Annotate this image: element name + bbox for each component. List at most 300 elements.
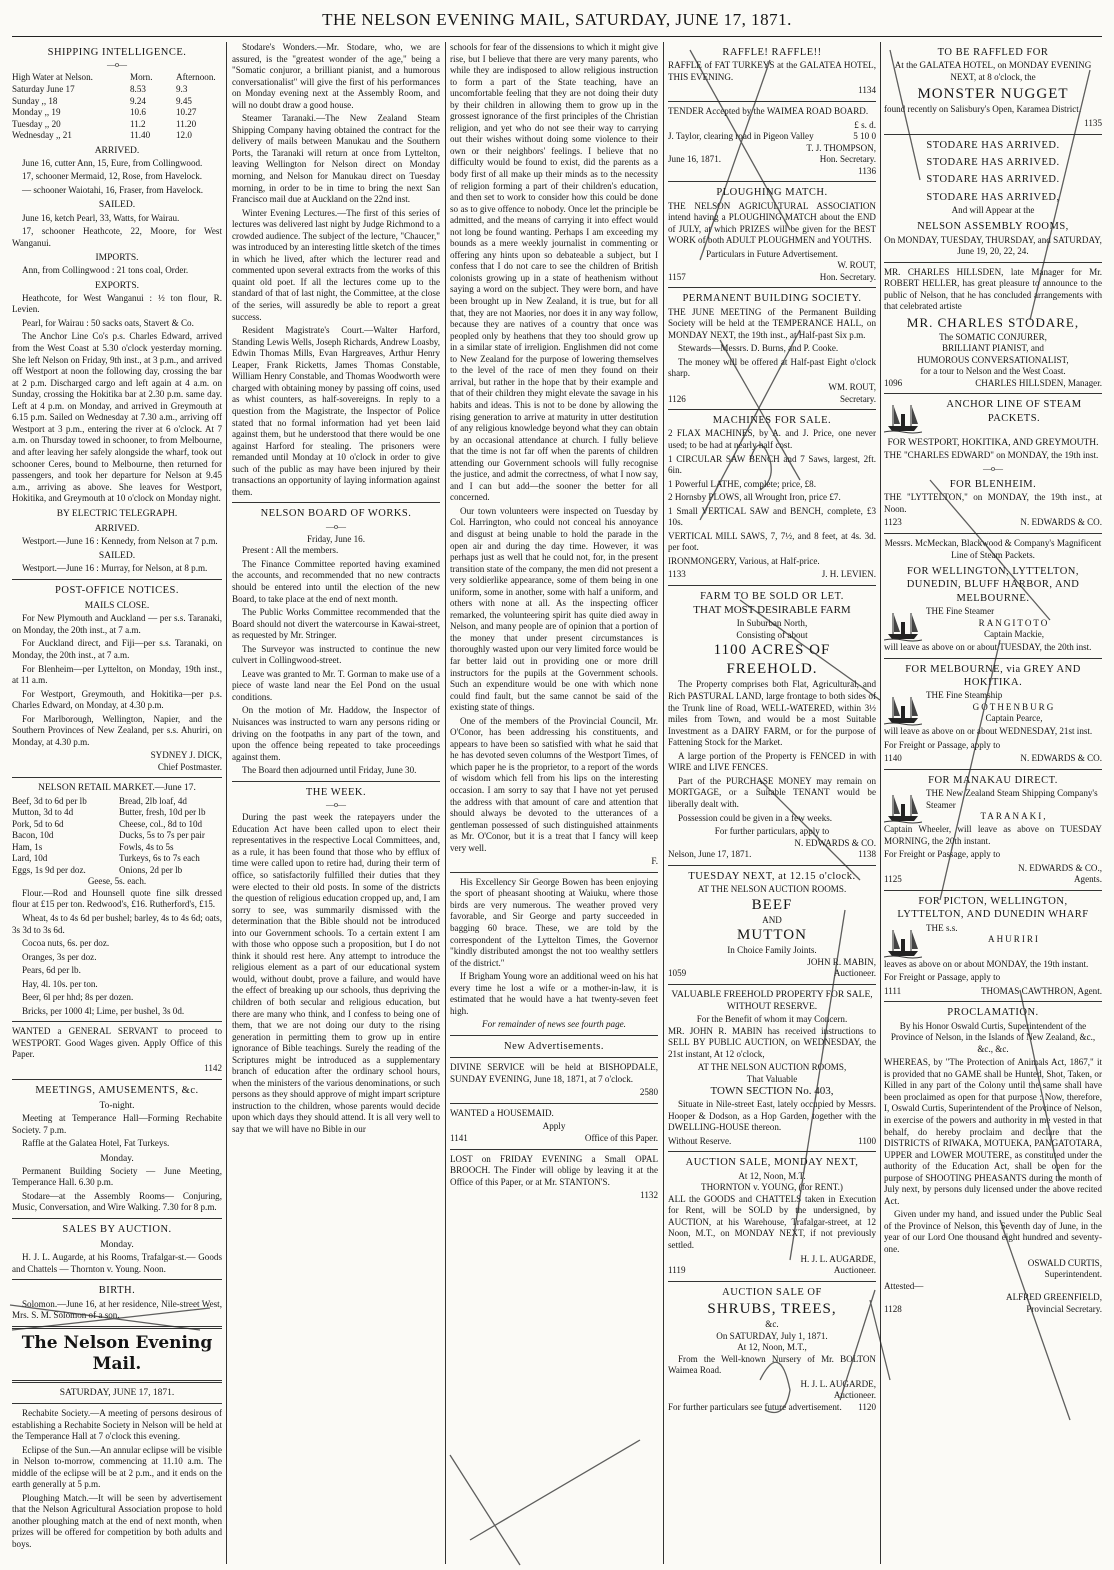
- steamship-icon: [884, 925, 922, 959]
- raffle-ad: RAFFLE of FAT TURKEYS at the GALATEA HOTEL, THIS EVENING.: [668, 60, 876, 82]
- tide-head: High Water at Nelson.: [12, 72, 93, 83]
- event-item: Stodare—at the Assembly Rooms— Conjuring, Music, Conversation, and Wire Walking. 7.30 for 8 p.m.: [12, 1190, 222, 1213]
- board-para: Leave was granted to Mr. T. Gorman to make use of a piece of waste land near the Eel Pond on the usual conditions.: [232, 668, 440, 702]
- manakau-text: Captain Wheeler, will leave as above on TUESDAY MORNING, the 20th instant.: [884, 824, 1102, 846]
- tender-title: Hon. Secretary.: [819, 154, 876, 165]
- anchor-for: FOR WESTPORT, HOKITIKA, AND GREYMOUTH.: [887, 438, 1099, 449]
- market-cell: Turkeys, 6s to 7s each: [119, 853, 200, 864]
- paper-date: SATURDAY, JUNE 17, 1871.: [59, 1387, 175, 1398]
- rangitoto-intro: THE Fine Steamer: [926, 606, 995, 617]
- shrubs-big: SHRUBS, TREES,: [707, 1300, 837, 1317]
- machine-item: 2 Hornsby PLOWS, all Wrought Iron, price £7.: [668, 492, 841, 503]
- market-cell: Ham, 1s: [12, 841, 43, 852]
- tide-aft: 9.45: [176, 95, 192, 106]
- board-para: The Public Works Committee recommended that the Board should not divert the watercourse in Kawai-street, as requested by Mr. Stringer.: [232, 607, 440, 641]
- shrubs-further: For further particulars see future advertisement.: [668, 1401, 842, 1412]
- arrived-heading: ARRIVED.: [94, 145, 140, 156]
- market-note: Bricks, per 1000 4l; Lime, per bushel, 3s 0d.: [22, 1005, 185, 1016]
- ad-number: 1059: [668, 968, 687, 979]
- manakau-signature: N. EDWARDS & CO.,: [1018, 862, 1102, 873]
- tender-currency: £ s. d.: [854, 119, 876, 130]
- divider: [668, 409, 876, 410]
- building-ad: THE JUNE MEETING of the Permanent Building Society will be held at the TEMPERANCE HALL, on MONDAY NEXT, the 19th inst., at Half-past Six p.m.: [668, 306, 876, 340]
- wanted-servant-ad: WANTED a GENERAL SERVANT to proceed to WESTPORT. Good Wages given. Apply Office of this Paper.: [12, 1026, 222, 1060]
- farm-text: Part of the PURCHASE MONEY may remain on MORTGAGE, or a Suitable TENANT would be liberally dealt with.: [668, 775, 876, 809]
- shrubs-from: From the Well-known Nursery of Mr. BOLTON Waimea Road.: [668, 1353, 876, 1376]
- nugget-text: found recently on Salisbury's Open, Karamea District.: [884, 104, 1082, 115]
- column-3: [450, 42, 658, 1564]
- market-cell: Mutton, 3d to 4d: [12, 807, 74, 818]
- lost-brooch-ad: LOST on FRIDAY EVENING a Small OPAL BROOCH. The Finder will oblige by leaving it at the Office of this Paper, or at Mr. STANTON'S.: [450, 1153, 658, 1187]
- tide-head: Morn.: [130, 72, 153, 83]
- divider: [450, 1103, 658, 1104]
- farm-signature: N. EDWARDS & CO.: [794, 837, 876, 848]
- proclamation-title: Superintendent.: [1044, 1269, 1102, 1280]
- divider: [12, 1380, 222, 1383]
- manakau-heading: FOR MANAKAU DIRECT.: [928, 774, 1058, 786]
- tide-morn: 11.2: [130, 118, 146, 129]
- divider: [12, 1079, 222, 1080]
- ad-number: 1123: [884, 517, 902, 528]
- divider: [12, 1218, 222, 1219]
- market-note: Beer, 6l per hhd; 8s per dozen.: [22, 992, 134, 1003]
- export-item: Pearl, for Wairau : 50 sacks oats, Stavert & Co.: [22, 317, 194, 328]
- freehold-ad: MR. JOHN R. MABIN has received instructions to SELL BY PUBLIC AUCTION, on WEDNESDAY, the 21st instant, At 12 o'clock,: [668, 1025, 876, 1059]
- divider: [884, 533, 1102, 534]
- mcmeckan-line: Messrs. McMeckan, Blackwood & Company's Magnificent Line of Steam Packets.: [884, 538, 1102, 560]
- tender-date: June 16, 1871.: [668, 154, 722, 165]
- proclamation-signature: OSWALD CURTIS,: [1027, 1257, 1102, 1268]
- housemaid-office: Office of this Paper.: [584, 1133, 658, 1143]
- housemaid-apply: Apply: [542, 1121, 566, 1132]
- proclamation-given: Given under my hand, and issued under the Public Seal of the Province of Nelson, this Seventh day of June, in the year of our Lord One thousand eight hundred and seventy-one.: [884, 1209, 1102, 1254]
- paper-title: The Nelson Evening Mail.: [21, 1332, 213, 1375]
- machine-item: 2 FLAX MACHINES, by A. and J. Price, one never used; to be had at nearly half cost.: [668, 428, 876, 450]
- freehold-benefit: For the Benefit of whom it may Concern.: [696, 1013, 848, 1024]
- market-note: Hay, 4l. 10s. per ton.: [22, 978, 98, 989]
- tender-signature: T. J. THOMPSON,: [806, 142, 876, 153]
- event-item: Raffle at the Galatea Hotel, Fat Turkeys.: [22, 1138, 170, 1149]
- service-ad: DIVINE SERVICE will be held at BISHOPDALE, SUNDAY EVENING, June 18, 1871, at 7 o'clock.: [450, 1062, 658, 1084]
- sailed-heading: SAILED.: [98, 200, 136, 211]
- housemaid-ad: WANTED a HOUSEMAID.: [450, 1107, 554, 1118]
- board-para: The Finance Committee reported having examined the accounts, and recommended that no new contracts should be entered into until the election of the new Board, to take place at the end of next month.: [232, 558, 440, 604]
- market-cell: Ducks, 5s to 7s per pair: [119, 830, 205, 841]
- provincial-item: One of the members of the Provincial Council, Mr. O'Conor, has been addressing his constituents, and appears to have been so satisfied with what he said that he has devoted seven columns of the Westport Times, of which paper he is the proprietor, to a report of the words of wisdom which fell from his lips on the interesting occasion. I am sorry to say that I have not yet perused the address with that amount of care and attention that should always be devoted to the utterances of a gentleman possessed of such distinguished attainments as Mr. O'Conor, but it is a treat that I fancy will keep very well.: [450, 715, 658, 853]
- arrival: — schooner Waiotahi, 16, Fraser, from Havelock.: [22, 184, 204, 195]
- arrival: June 16, cutter Ann, 15, Eure, from Collingwood.: [22, 157, 203, 168]
- divider: [12, 1403, 222, 1404]
- building-signature: WM. ROUT,: [828, 382, 876, 393]
- eclipse-item: Eclipse of the Sun.—An annular eclipse will be visible in Nelson to-morrow, commencing at 11.10 a.m. The middle of the eclipse will be at 2 p.m., and it ends on the earth generally at 5 p.m.: [12, 1444, 222, 1490]
- divider: [668, 1151, 876, 1152]
- board-para: The Board then adjourned until Friday, June 30.: [242, 765, 417, 776]
- ad-number: 1136: [858, 165, 876, 176]
- mail-item: For Westport, Greymouth, and Hokitika—per p.s. Charles Edward, on Monday, at 4.30 p.m.: [12, 688, 222, 711]
- rechabite-item: Rechabite Society.—A meeting of persons desirous of establishing a Rechabite Society in Nelson will be held at the Temperance Hall at 7 o'clock this evening.: [12, 1407, 222, 1442]
- freehold-reserve: Without Reserve.: [668, 1135, 732, 1146]
- ad-number: 1142: [204, 1063, 222, 1074]
- stodare-rooms: NELSON ASSEMBLY ROOMS,: [917, 221, 1069, 233]
- sailing: June 16, ketch Pearl, 33, Watts, for Wairau.: [22, 212, 180, 223]
- ad-number: 1119: [668, 1265, 686, 1276]
- tuesday-signature: JOHN R. MABIN,: [807, 956, 876, 967]
- gothenburg-name: GOTHENBURG: [972, 701, 1056, 712]
- gothenburg-signature: N. EDWARDS & CO.: [1020, 753, 1102, 764]
- tuesday-and: AND: [762, 914, 782, 925]
- manakau-intro: THE New Zealand Steam Shipping Company's Steamer: [926, 788, 1098, 810]
- market-heading: NELSON RETAIL MARKET.—June 17.: [38, 783, 196, 794]
- auction-sub: At 12, Noon, M.T.: [738, 1170, 806, 1181]
- market-cell: Onions, 2d per lb: [119, 864, 183, 875]
- market-note: Wheat, 4s to 4s 6d per bushel; barley, 4s to 4s 6d; oats, 3s 3d to 3s 6d.: [12, 913, 222, 935]
- machine-item: 1 CIRCULAR SAW BENCH and 7 Saws, largest, 2ft. 6in.: [668, 453, 876, 476]
- ad-number: 1100: [858, 1135, 876, 1146]
- ad-number: 1096: [884, 377, 903, 388]
- sailing: 17, schooner Heathcote, 22, Moore, for West Wanganui.: [12, 226, 222, 248]
- market-note: Cocoa nuts, 6s. per doz.: [22, 938, 110, 949]
- proclamation-by: By his Honor Oswald Curtis, Superintendent of the Province of Nelson, in the Islands of New Zealand, &c., &c., &c.: [890, 1020, 1096, 1054]
- divider: [450, 872, 658, 873]
- tel-arrived-heading: ARRIVED.: [94, 523, 140, 534]
- mail-item: For Blenheim—per Lyttelton, on Monday, 19th inst., at 11 a.m.: [12, 663, 222, 686]
- article-signature: F.: [651, 856, 658, 867]
- steamship-icon: [884, 400, 922, 434]
- tide-aft: 11.20: [176, 118, 197, 129]
- ornament: —o—: [326, 800, 346, 810]
- tide-day: Saturday June 17: [12, 84, 75, 95]
- tide-table: [12, 72, 222, 141]
- machines-signature: J. H. LEVIEN.: [821, 569, 876, 580]
- farm-date: Nelson, June 17, 1871.: [668, 849, 752, 860]
- tuesday-beef: BEEF: [751, 896, 793, 913]
- sales-monday: Monday.: [100, 1240, 134, 1251]
- tuesday-mutton: MUTTON: [737, 927, 807, 944]
- ad-number: 1132: [640, 1190, 658, 1201]
- market-cell: Cheese, col., 8d to 10d: [119, 818, 203, 829]
- building-heading: PERMANENT BUILDING SOCIETY.: [682, 293, 862, 305]
- tide-day: Wednesday ,, 21: [12, 130, 72, 141]
- anchor-signature: N. EDWARDS & CO.: [1020, 517, 1102, 528]
- tuesday-at: AT THE NELSON AUCTION ROOMS.: [697, 884, 847, 895]
- farm-text: A large portion of the Property is FENCED in with WIRE and LIVE FENCES.: [668, 750, 876, 773]
- rangitoto-name: RANGITOTO: [978, 617, 1050, 628]
- tonight-heading: To-night.: [99, 1100, 135, 1111]
- blenheim-heading: FOR BLENHEIM.: [949, 479, 1037, 491]
- stodare-line: STODARE HAS ARRIVED.: [926, 174, 1060, 186]
- divider: [12, 1021, 222, 1022]
- anchor-heading: ANCHOR LINE OF STEAM PACKETS.: [946, 399, 1082, 424]
- tide-day: Tuesday ,, 20: [12, 118, 61, 129]
- divider: [884, 658, 1102, 659]
- divider: [668, 865, 876, 866]
- raffled-ad: At the GALATEA HOTEL, on MONDAY EVENING NEXT, at 8 o'clock, the: [894, 60, 1092, 82]
- tide-day: Sunday ,, 18: [12, 95, 58, 106]
- week-heading: THE WEEK.: [305, 786, 367, 798]
- monday-heading: Monday.: [100, 1153, 134, 1164]
- ahuriri-name: AHURIRI: [988, 934, 1040, 945]
- ahuriri-text: leaves as above on or about MONDAY, the 19th instant.: [884, 958, 1089, 969]
- steamship-icon: [884, 790, 922, 824]
- tide-aft: 9.3: [176, 84, 188, 95]
- ploughing-title: Hon. Secretary.: [819, 271, 876, 282]
- divider: [668, 585, 876, 586]
- shrubs-etc: &c.: [765, 1319, 779, 1330]
- divider: [668, 181, 876, 182]
- ploughing-future: Particulars in Future Advertisement.: [706, 248, 838, 259]
- auction-signature: H. J. L. AUGARDE,: [800, 1253, 876, 1264]
- hillsden-signature: CHARLES HILLSDEN, Manager.: [975, 377, 1102, 388]
- board-heading: NELSON BOARD OF WORKS.: [260, 508, 412, 520]
- freehold-that: That Valuable: [746, 1073, 798, 1084]
- meetings-heading: MEETINGS, AMUSEMENTS, &c.: [35, 1084, 199, 1096]
- event-item: Meeting at Temperance Hall—Forming Rechabite Society. 7 p.m.: [12, 1112, 222, 1135]
- building-stewards: Stewards—Messrs. D. Burns, and P. Cooke.: [678, 343, 839, 354]
- ornament: —o—: [107, 60, 127, 70]
- shrubs-signature: H. J. L. AUGARDE,: [800, 1378, 876, 1389]
- freehold-section: TOWN SECTION No. 403,: [710, 1085, 834, 1098]
- stodare-desc: HUMOROUS CONVERSATIONALIST,: [917, 354, 1069, 365]
- column-rule: [226, 42, 227, 1564]
- manakau-freight: For Freight or Passage, apply to: [884, 849, 1001, 860]
- rangitoto-text: will leave as above on or about TUESDAY, the 20th inst.: [884, 642, 1092, 653]
- market-cell: Beef, 3d to 6d per lb: [12, 795, 87, 806]
- freehold-text: Situate in Nile-street East, lately occupied by Messrs. Hooper & Dodson, as a Hop Garden, together with the DWELLING-HOUSE thereon.: [668, 1099, 876, 1133]
- auction-heading: AUCTION SALE, MONDAY NEXT,: [685, 1157, 859, 1169]
- telegraph-heading: BY ELECTRIC TELEGRAPH.: [56, 508, 178, 519]
- auction-case: THORNTON v. YOUNG, (for RENT.): [701, 1182, 843, 1193]
- tel-sailed-heading: SAILED.: [98, 551, 136, 562]
- week-article-cont: schools for fear of the dissensions to which it might give rise, but I believe that there are very many parents, who while they are indisposed to allow religious instruction to form a part of the State teaching, have an uncomfortable feeling that they are not doing their duty by their children in allowing them to grow up in the grossest ignorance of the first principles of the Christian religion, and yet who do not see their way to carrying out their wishes without doing some violence to their own or their neighbors' feelings. I believe that no difficulty would be found to exist, did the parents as a body first of all make up their minds as to the necessity of religion forming a part of their children's education, and then set to work to consider how this could be done so as to give offence to nobody. Once let the principle be admitted, and the means of carrying it into effect would not long be found wanting. Perhaps I am exceeding my bounds as a mere weekly journalist in commenting or offering any hints upon so debateable a subject, but I confess that I do not care to see the children of British colonists growing up in a state of heathenism without saying a word on the subject. They were born, and have been brought up in New Zealand, it is true, but for all that, they are not Maories, nor does it in any way follow, because they are natives of a country that once was peopled only by heathens that they too should grow up in a similar state of irreligion. Englishmen did not come to New Zealand for the purpose of lowering themselves to the level of the race of men they found on their arrival, but rather in the hope that by their example and that of their children they might elevate the savage in his habits and ideas. This is not to be done by allowing the rising generation to arrive at maturity in utter destitution of any religious knowledge beyond what they can obtain by an occasional attendance at church. I fully believe that the time is not far off when the parents of children attending our Government schools will fully recognise the justice, and admit the correctness, of what I now say, and I can but add—the sooner the better for all concerned.: [450, 42, 658, 503]
- ploughing-heading: PLOUGHING MATCH.: [716, 187, 828, 199]
- market-cell: Fowls, 4s to 5s: [119, 841, 174, 852]
- nugget-title: MONSTER NUGGET: [917, 86, 1069, 103]
- ahuriri-freight: For Freight or Passage, apply to: [884, 972, 1001, 983]
- column-1: [12, 42, 222, 1564]
- divider: [450, 1035, 658, 1036]
- ahuriri-signature: THOMAS CAWTHRON, Agent.: [980, 985, 1102, 996]
- divider: [12, 1279, 222, 1280]
- anchor-line-report: The Anchor Line Co's p.s. Charles Edward, arrived from the West Coast at 5.30 o'clock yesterday morning. She left Nelson on Friday, 9th inst., at 3 p.m., and arrived off Westport at noon the following day, crossing the bar at 2 p.m. Discharged cargo and left again at 4 a.m. on Sunday, crossing the Hokitika bar at 2.30 p.m. same day. Left at 4 p.m. on Monday, and arrived in Greymouth at 6.15 p.m. Sailed on Wednesday at 7.30 a.m., arriving off Westport at 3 p.m., entering the river at 6 o'clock. At 7 a.m. on Thursday towed in schooner, to from Melbourne, and after leaving her safely alongside the wharf, took out schooner Ceres, bound to Melbourne, then returned for passengers, and took her departure for Nelson at 9.45 a.m., arriving as above. She leaves for Westport, Hokitika, and Greymouth at 10 o'clock on Monday night.: [12, 331, 222, 504]
- market-cell: Lard, 10d: [12, 853, 48, 864]
- divider: [232, 781, 440, 782]
- tender-amount: 5 10 0: [853, 131, 876, 142]
- shrubs-noon: At 12, Noon, M.T.,: [737, 1342, 807, 1353]
- divider: [12, 777, 222, 778]
- farm-heading: FARM TO BE SOLD OR LET.: [700, 591, 844, 602]
- lectures-item: Winter Evening Lectures.—The first of this series of lectures was delivered last night by Judge Richmond to a crowded audience. The subject of the lecture, "Chaucer," was introduced by an interesting little sketch of the times in which he lived, after which the lecturer read and commented upon several extracts from the works of this quaint old poet. If all the lectures come up to the standard of that of last night, the Committee, at the close of the series, will assuredly be able to report a great success.: [232, 207, 440, 322]
- farm-text: Possession could be given in a few weeks.: [678, 812, 833, 823]
- ad-number: 1128: [884, 1303, 902, 1314]
- ad-number: 1157: [668, 271, 686, 282]
- farm-text: The Property comprises both Flat, Agricultural, and Rich PASTURAL LAND, large frontage to both sides of the Trunk line of Road, WELL-WATERED, within 3½ miles from Town, and would be a most Suitable Investment as a DAIRY FARM, or for the purpose of Fattening Stock for the Market.: [668, 679, 876, 748]
- ad-number: 1140: [884, 753, 902, 764]
- column-5: [884, 42, 1102, 1564]
- column-rule: [880, 42, 881, 1564]
- market-cell: Butter, fresh, 10d per lb: [119, 807, 206, 818]
- column-rule: [663, 42, 664, 1564]
- machine-item: 1 Small VERTICAL SAW and BENCH, complete, £3 10s.: [668, 505, 876, 528]
- ad-number: 1126: [668, 393, 686, 404]
- mail-item: For New Plymouth and Auckland — per s.s. Taranaki, on Monday, the 20th inst., at 7 a.m.: [12, 613, 222, 635]
- ad-number: 1133: [668, 569, 686, 580]
- gothenburg-text: will leave as above on or about WEDNESDAY, 21st inst.: [884, 726, 1093, 737]
- brigham-item: If Brigham Young wore an additional weed on his hat every time he lost a wife or a mother-in-law, it is estimated that he would have a hat twenty-seven feet high.: [450, 971, 658, 1016]
- stodare-line: STODARE HAS ARRIVED.: [926, 139, 1060, 151]
- farm-sub: In Suburban North,: [736, 618, 808, 629]
- proclamation-attest: Attested—: [884, 1280, 924, 1291]
- board-date: Friday, June 16.: [306, 533, 365, 544]
- manakau-agents: Agents.: [1073, 874, 1102, 885]
- market-table: [12, 796, 222, 877]
- market-cell: Eggs, 1s 9d per doz.: [12, 864, 86, 875]
- mail-item: For Marlborough, Wellington, Napier, and the Southern Provinces of New Zealand, per s.s. Ahuriri, on Monday, at 4.30 p.m.: [12, 713, 222, 747]
- farm-acres: 1100 ACRES OF FREEHOLD.: [713, 642, 831, 678]
- stodare-appear: And will Appear at the: [951, 204, 1035, 215]
- taranaki-item: Steamer Taranaki.—The New Zealand Steam Shipping Company having obtained the contract for the delivery of mails between Manukau and the Southern Ports, the Taranaki will return at once from Lyttelton, leaving Wellington for Nelson direct on Monday morning, and Nelson for Manukau direct on Tuesday morning, in order to be in time to bring the next San Francisco mail due at Auckland on the 22nd inst.: [232, 113, 440, 205]
- court-item: Resident Magistrate's Court.—Walter Harford, Standing Lewis Wells, Joseph Richards, Andrew Loasby, Edwin Thomas Mills, Evan Hargreaves, Arthur Henry Leaper, Frank Ricketts, James Thomas Constable, William Henry Constable, and Thomas Woodworth were charged with obtaining money by passing off coins, used as whist counters, as half-sovereigns. In reply to a question from the Magistrate, the Inspector of Police stated that no formal information had yet been laid against them, but he understood that there would be one against Harford for stealing. The prisoners were remanded until Monday at 10 o'clock in order to give such of the public as may have been injured by their transactions an opportunity of laying information against them.: [232, 325, 440, 497]
- proclamation-attest-title: Provincial Secretary.: [1026, 1303, 1102, 1314]
- tel-arrival: Westport.—June 16 : Kennedy, from Nelson at 7 p.m.: [22, 535, 218, 546]
- column-rule: [445, 42, 446, 1564]
- tide-morn: 11.40: [130, 130, 151, 141]
- imports-heading: IMPORTS.: [95, 253, 139, 264]
- divider: [12, 579, 222, 580]
- blenheim-ship: THE "LYTTELTON," on MONDAY, the 19th inst., at Noon.: [884, 492, 1102, 514]
- ad-number: 1141: [450, 1133, 468, 1143]
- stodare-line: STODARE HAS ARRIVED.: [926, 156, 1060, 168]
- week-article: During the past week the ratepayers under the Education Act have been called upon to elect their representatives in the respective Local Committees, and, as a rule, it has been found that those who by efflux of time were called upon to retire had, during their term of office, so satisfactorily fulfilled their duties that they were elected to their old posts. In some of the districts the question of religious education cropped up, and, I am sorry to see, was summarily dismissed with the determination that the Bible should not be introduced into our Government schools. To a certain extent I am with those who oppose such a proposition, but I do not think it should rest here. Any attempt to introduce the religious element as a part of our educational system would, without doubt, prove a failure, and would have the effect of breaking up our schools, thus depriving the children of both secular and religious education, but there are many who think, and I confess to being one of them, that we are not doing our duty to the rising generation in permitting them to grow up in entire ignorance of Bible teachings. Surely the reading of the Scriptures might be introduced as a supplementary branch of education after the ordinary school hours, when the ministers of the various denominations, or such persons as they should approve of might impart scripture instruction to the children, whose parents would decide upon which days they should attend. It is all very well to say that we will have no Bible in our: [232, 812, 440, 1134]
- steamship-icon: [884, 608, 922, 642]
- board-present: Present : All the members.: [242, 545, 339, 556]
- market-cell: Bread, 2lb loaf, 4d: [119, 795, 187, 806]
- raffle-heading: RAFFLE! RAFFLE!!: [722, 47, 822, 58]
- divider: [884, 134, 1102, 135]
- divider: [668, 1281, 876, 1282]
- ad-number: 1134: [858, 85, 876, 96]
- divider: [450, 1149, 658, 1150]
- divider: [884, 262, 1102, 263]
- wellington-heading: FOR WELLINGTON, LYTTELTON, DUNEDIN, BLUFF HARBOR, AND MELBOURNE.: [906, 566, 1080, 604]
- event-item: Permanent Building Society — June Meeting, Temperance Hall. 6.30 p.m.: [12, 1165, 222, 1188]
- tide-morn: 8.53: [130, 84, 146, 95]
- machine-item: 1 Powerful LATHE, complete; price, £8.: [668, 478, 816, 489]
- divider: [668, 287, 876, 288]
- divider: [884, 393, 1102, 394]
- farm-further: For further particulars, apply to: [714, 826, 830, 837]
- tuesday-title: Auctioneer.: [833, 968, 876, 979]
- freehold-heading: VALUABLE FREEHOLD PROPERTY FOR SALE, WITHOUT RESERVE.: [671, 989, 873, 1012]
- shrubs-title: Auctioneer.: [833, 1390, 876, 1401]
- bowen-item: His Excellency Sir George Bowen has been enjoying the sport of pheasant shooting at Waiuku, where those birds are very numerous. The weather proved very favorable, and Sir George and party succeeded in bagging 60 brace. These, we are told by the correspondent of the Lyttelton Times, the Governor "kindly distributed amongst the not too wealthy settlers of the district.": [450, 876, 658, 968]
- column-2: [232, 42, 440, 1564]
- market-note: Flour.—Rod and Hounsell quote fine silk dressed flour at £15 per ton. Redwood's, £16. Rutherford's, £15.: [12, 887, 222, 910]
- ad-number: 1125: [884, 874, 902, 885]
- exports-heading: EXPORTS.: [94, 280, 140, 291]
- import-item: Ann, from Collingwood : 21 tons coal, Order.: [22, 265, 189, 276]
- machine-item: VERTICAL MILL SAWS, 7, 7½, and 8 feet, at 4s. 3d. per foot.: [668, 530, 876, 553]
- tide-aft: 12.0: [176, 130, 192, 141]
- post-signature: SYDNEY J. DICK,: [150, 750, 222, 761]
- ad-number: 1138: [858, 849, 876, 860]
- ornament: —o—: [983, 463, 1003, 473]
- ornament: —o—: [326, 521, 346, 531]
- tide-morn: 10.6: [130, 107, 146, 118]
- arrival: 17, schooner Mermaid, 12, Rose, from Havelock.: [22, 171, 203, 182]
- divider: [884, 1001, 1102, 1002]
- tuesday-joints: In Choice Family Joints.: [727, 945, 817, 956]
- machines-heading: MACHINES FOR SALE.: [712, 415, 832, 427]
- tender-ad: TENDER Accepted by the WAIMEA ROAD BOARD.: [668, 105, 869, 116]
- building-money: The money will be offered at Half-past Eight o'clock sharp.: [668, 356, 876, 379]
- board-para: On the motion of Mr. Haddow, the Inspector of Nuisances was instructed to warn any persons riding or driving on the footpaths in any part of the town, and upon the offence being repeated to take proceedings against them.: [232, 705, 440, 762]
- post-title: Chief Postmaster.: [157, 761, 222, 772]
- divider: [12, 1326, 222, 1329]
- stodare-desc: BRILLIANT PIANIST, and: [942, 343, 1044, 354]
- gothenburg-captain: Captain Pearce,: [985, 713, 1043, 724]
- mail-item: For Auckland direct, and Fiji—per s.s. Taranaki, on Monday, the 20th inst., at 7 a.m.: [12, 638, 222, 660]
- market-cell: Pork, 5d to 6d: [12, 818, 64, 829]
- tender-line: J. Taylor, clearing road in Pigeon Valley: [668, 131, 814, 142]
- post-office-heading: POST-OFFICE NOTICES.: [55, 584, 179, 596]
- sales-heading: SALES BY AUCTION.: [62, 1223, 172, 1235]
- sale-item: H. J. L. Augarde, at his Rooms, Trafalgar-st.— Goods and Chattels — Thornton v. Young. Noon.: [12, 1252, 222, 1274]
- masthead: THE NELSON EVENING MAIL, SATURDAY, JUNE 17, 1871.: [322, 10, 792, 29]
- ad-number: 1120: [858, 1401, 876, 1412]
- ad-number: 2580: [639, 1087, 658, 1098]
- column-4: [668, 42, 876, 1564]
- market-note: Pears, 6d per lb.: [22, 965, 81, 976]
- machine-item: IRONMONGERY, Various, at Half-price.: [668, 555, 820, 566]
- birth-notice: Solomon.—June 16, at her residence, Nile-street West, Mrs. S. M. Solomon of a son.: [12, 1298, 222, 1321]
- melbourne-heading: FOR MELBOURNE, via GREY AND HOKITIKA.: [905, 663, 1081, 688]
- tide-head: Afternoon.: [176, 72, 216, 83]
- divider: [668, 101, 876, 102]
- ploughing-item: Ploughing Match.—It will be seen by advertisement that the Nelson Agricultural Association propose to hold another ploughing match at the end of next month, when prizes will be offered for competition by both adults and boys.: [12, 1492, 222, 1549]
- auction-title: Auctioneer.: [833, 1265, 876, 1276]
- steamship-icon: [884, 692, 922, 726]
- proclamation-text: WHEREAS, by "The Protection of Animals Act, 1867," it is provided that no GAME shall be Hunted, Shot, Taken, or Killed in any part of the Colony until the same shall have been proclaimed as open for that purpose : Now, therefore, I, Oswald Curtis, Superintendent of the Province of Nelson, in exercise of the powers and authority in me vested in that behalf, do hereby proclaim and declare that the DISTRICTS of RIWAKA, MOTUEKA, PANGATOTARA, UPPER and LOWER MOUTERE, as constituted under the authority of the Education Act, shall be open for the purpose of SHOOTING PHEASANTS during the month of July next, by persons duly licensed under the above recited Act.: [884, 1057, 1102, 1206]
- divider: [884, 890, 1102, 891]
- market-geese: Geese, 5s. each.: [87, 876, 147, 887]
- tuesday-heading: TUESDAY NEXT, at 12.15 o'clock.: [688, 870, 856, 882]
- market-note: Oranges, 3s per doz.: [22, 951, 97, 962]
- farm-consist: Consisting of about: [736, 629, 808, 640]
- gothenburg-intro: THE Fine Steamship: [926, 690, 1003, 701]
- export-item: Heathcote, for West Wanganui : ½ ton flour, R. Levien.: [12, 292, 222, 315]
- auction-ad: ALL the GOODS and CHATTELS taken in Execution for Rent, will be SOLD by the undersigned, by AUCTION, at his Warehouse, Trafalgar-street, at 12 Noon, M.T., on MONDAY NEXT, if not previously settled.: [668, 1193, 876, 1251]
- anchor-ship: THE "CHARLES EDWARD" on MONDAY, the 19th inst.: [884, 450, 1099, 461]
- picton-heading: FOR PICTON, WELLINGTON, LYTTELTON, AND DUNEDIN WHARF: [897, 895, 1089, 921]
- ad-number: 1135: [1084, 118, 1102, 129]
- stodare-dates: On MONDAY, TUESDAY, THURSDAY, and SATURDAY, June 19, 20, 22, 24.: [884, 234, 1102, 257]
- hillsden-ad: MR. CHARLES HILLSDEN, late Manager for Mr. ROBERT HELLER, has great pleasure to announce to the public of Nelson, that he has concluded arrangements with that celebrated artiste: [884, 266, 1102, 312]
- fourth-page-note: For remainder of news see fourth page.: [482, 1019, 626, 1030]
- tide-morn: 9.24: [130, 95, 146, 106]
- manakau-ship: TARANAKI,: [980, 811, 1048, 822]
- stodare-desc: The SOMATIC CONJURER,: [939, 331, 1047, 342]
- stodare-line: STODARE HAS ARRIVED,: [926, 191, 1060, 203]
- ad-number: 1111: [884, 985, 902, 996]
- ploughing-signature: W. ROUT,: [837, 260, 876, 271]
- stodare-desc: for a tour to Nelson and the West Coast.: [920, 366, 1066, 377]
- ploughing-ad: THE NELSON AGRICULTURAL ASSOCIATION intend having a PLOUGHING MATCH about the END of JULY, at which PRIZES will be given for the BEST WORK of both ADULT PLOUGHMEN and YOUTHS.: [668, 200, 876, 246]
- tel-sailing: Westport.—June 16 : Murray, for Nelson, at 8 p.m.: [22, 563, 208, 574]
- stodare-name: MR. CHARLES STODARE,: [906, 315, 1080, 331]
- shrubs-date: On SATURDAY, July 1, 1871.: [716, 1330, 828, 1341]
- divider: [450, 1057, 658, 1058]
- board-para: The Surveyor was instructed to continue the new culvert in Collingwood-street.: [232, 643, 440, 666]
